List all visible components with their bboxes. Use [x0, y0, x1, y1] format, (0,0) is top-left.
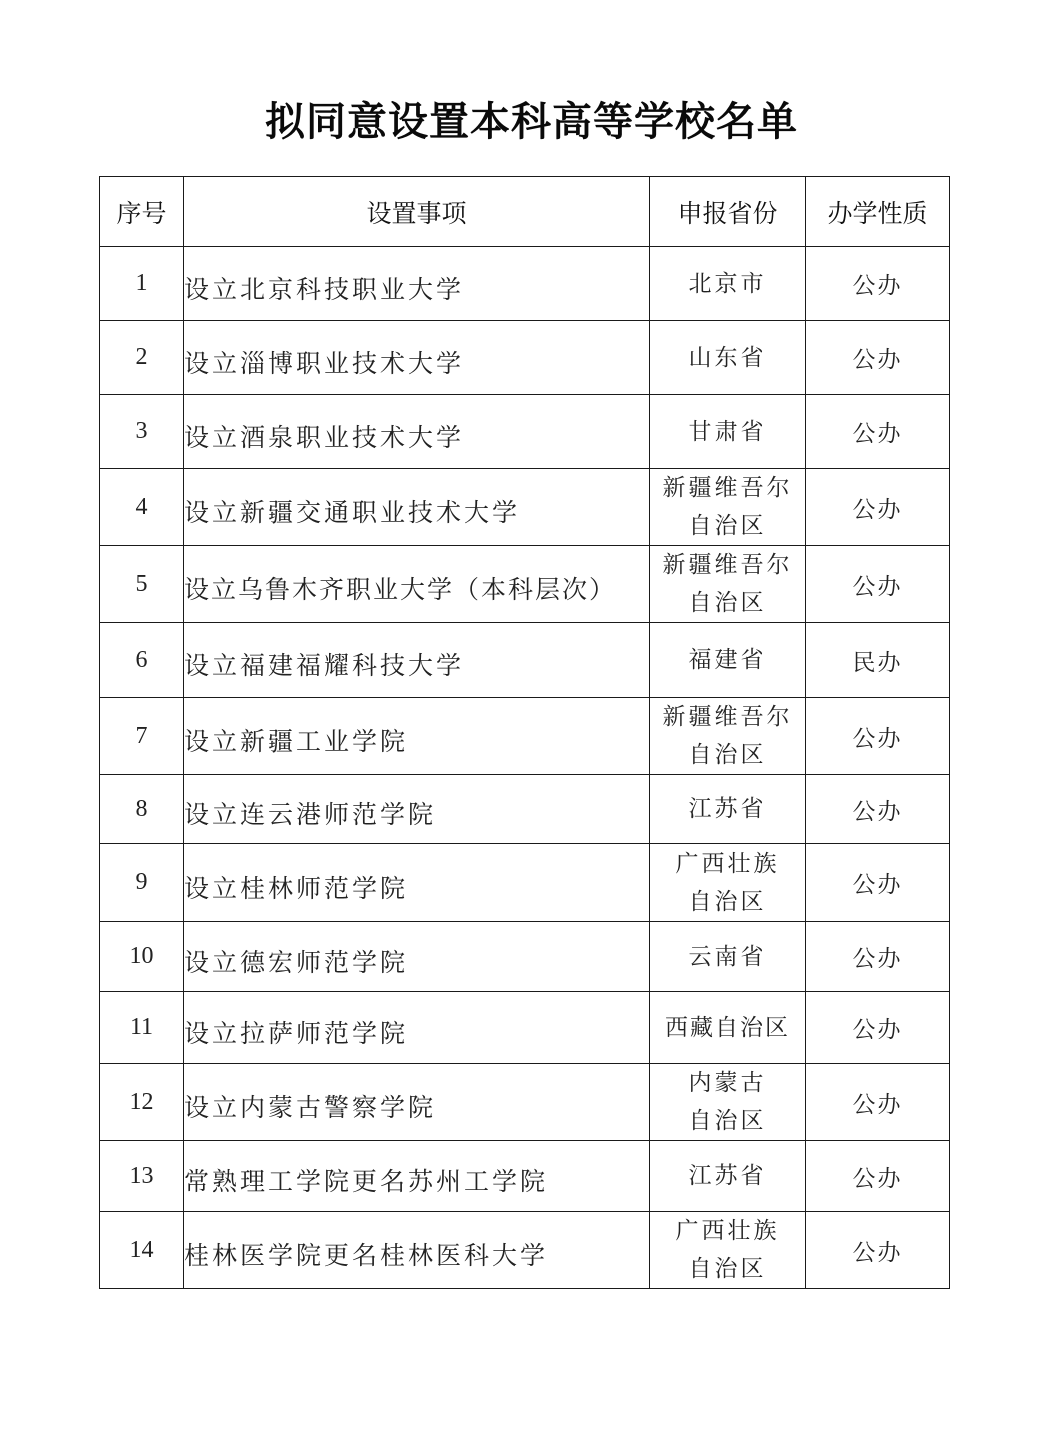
row-index: 14	[100, 1212, 184, 1289]
row-index: 2	[100, 321, 184, 395]
document-title: 拟同意设置本科高等学校名单	[265, 98, 798, 145]
row-province	[650, 775, 806, 844]
row-province	[650, 321, 806, 395]
row-index: 13	[100, 1141, 184, 1212]
row-province	[650, 698, 806, 775]
table-row	[100, 1064, 950, 1141]
row-index: 7	[100, 698, 184, 775]
row-item	[184, 546, 650, 623]
row-item	[184, 844, 650, 922]
row-index: 10	[100, 922, 184, 992]
row-nature: 公办	[806, 698, 950, 775]
row-item-text: 设立连云港师范学院	[184, 800, 437, 829]
row-index: 11	[100, 992, 184, 1064]
school-list-table	[99, 176, 950, 1289]
row-index: 12	[100, 1064, 184, 1141]
row-index: 4	[100, 469, 184, 546]
row-nature: 公办	[806, 469, 950, 546]
row-item-text: 设立德宏师范学院	[184, 947, 409, 977]
row-province-line2: 自治区	[688, 888, 767, 915]
row-province	[650, 623, 806, 698]
row-province-line1: 新疆维吾尔	[662, 475, 793, 501]
row-nature: 公办	[806, 1212, 950, 1289]
row-item-text: 设立新疆工业学院	[184, 727, 409, 756]
row-province-line2: 自治区	[688, 742, 767, 768]
row-item-text: 设立拉萨师范学院	[184, 1018, 409, 1048]
row-nature: 公办	[806, 247, 950, 321]
row-province-line1: 甘肃省	[688, 418, 767, 445]
row-index: 1	[100, 247, 184, 321]
row-province-line1: 云南省	[688, 943, 767, 970]
table-row	[100, 623, 950, 698]
row-item	[184, 775, 650, 844]
row-item-text: 设立内蒙古警察学院	[184, 1093, 437, 1122]
table-row	[100, 247, 950, 321]
table-row	[100, 1141, 950, 1212]
row-item-text: 设立新疆交通职业技术大学	[184, 498, 521, 527]
row-province-line1: 广西壮族	[675, 1218, 780, 1244]
row-nature: 公办	[806, 546, 950, 623]
row-province	[650, 844, 806, 922]
row-province-line2: 自治区	[688, 1256, 767, 1282]
table-row	[100, 775, 950, 844]
row-province-line1: 内蒙古	[688, 1070, 767, 1096]
row-item-text: 设立桂林师范学院	[184, 873, 409, 903]
row-item	[184, 992, 650, 1064]
row-item-text: 设立酒泉职业技术大学	[184, 422, 465, 452]
row-nature: 公办	[806, 844, 950, 922]
row-nature: 公办	[806, 992, 950, 1064]
table-row	[100, 698, 950, 775]
row-item	[184, 623, 650, 698]
row-province-line1: 福建省	[688, 647, 767, 673]
row-index: 6	[100, 623, 184, 698]
row-nature: 民办	[806, 623, 950, 698]
row-province	[650, 1064, 806, 1141]
row-province	[650, 922, 806, 992]
row-province	[650, 469, 806, 546]
row-province-line1: 西藏自治区	[665, 1014, 790, 1041]
row-province	[650, 1212, 806, 1289]
row-nature: 公办	[806, 321, 950, 395]
table-row	[100, 992, 950, 1064]
row-province-line1: 江苏省	[688, 1163, 767, 1189]
row-nature: 公办	[806, 922, 950, 992]
row-province-line2: 自治区	[688, 1108, 767, 1134]
table-row	[100, 395, 950, 469]
header-index: 序号	[100, 177, 184, 247]
row-nature: 公办	[806, 775, 950, 844]
row-item	[184, 1141, 650, 1212]
row-item-text: 设立福建福耀科技大学	[184, 651, 465, 680]
row-item-text: 常熟理工学院更名苏州工学院	[184, 1167, 549, 1196]
row-index: 8	[100, 775, 184, 844]
row-item	[184, 395, 650, 469]
row-item	[184, 247, 650, 321]
row-item	[184, 321, 650, 395]
row-province-line1: 北京市	[688, 270, 767, 297]
row-province-line1: 新疆维吾尔	[662, 552, 793, 578]
row-nature: 公办	[806, 1064, 950, 1141]
header-province: 申报省份	[650, 177, 806, 247]
table-row	[100, 546, 950, 623]
row-province-line1: 山东省	[688, 344, 767, 371]
header-item: 设置事项	[184, 177, 650, 247]
table-header-row	[100, 177, 950, 247]
table-row	[100, 844, 950, 922]
row-index: 9	[100, 844, 184, 922]
table-row	[100, 321, 950, 395]
table-row	[100, 1212, 950, 1289]
row-nature: 公办	[806, 1141, 950, 1212]
row-item	[184, 1064, 650, 1141]
row-index: 5	[100, 546, 184, 623]
row-province	[650, 247, 806, 321]
row-item-text: 设立北京科技职业大学	[184, 274, 465, 304]
row-province-line2: 自治区	[688, 513, 767, 539]
row-item-text: 设立乌鲁木齐职业大学（本科层次）	[184, 575, 617, 604]
row-province	[650, 546, 806, 623]
row-province	[650, 395, 806, 469]
row-item-text: 设立淄博职业技术大学	[184, 348, 465, 378]
row-index: 3	[100, 395, 184, 469]
row-item	[184, 1212, 650, 1289]
row-province-line2: 自治区	[688, 590, 767, 616]
row-province	[650, 992, 806, 1064]
row-item	[184, 469, 650, 546]
row-nature: 公办	[806, 395, 950, 469]
row-province	[650, 1141, 806, 1212]
row-item	[184, 922, 650, 992]
row-province-line1: 新疆维吾尔	[662, 704, 793, 730]
table-row	[100, 922, 950, 992]
header-nature: 办学性质	[806, 177, 950, 247]
row-province-line1: 江苏省	[688, 796, 767, 822]
table-row	[100, 469, 950, 546]
row-province-line1: 广西壮族	[675, 850, 780, 877]
row-item-text: 桂林医学院更名桂林医科大学	[184, 1241, 549, 1270]
row-item	[184, 698, 650, 775]
